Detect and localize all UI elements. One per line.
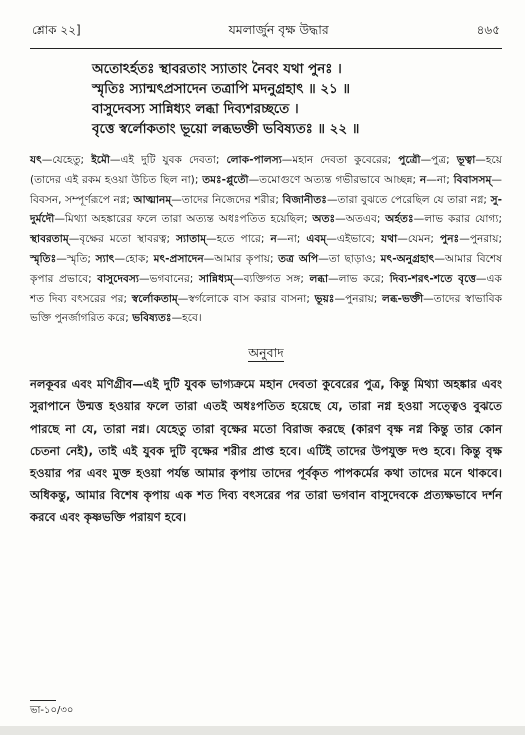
synonym-term: পুত্রৌ <box>398 154 421 166</box>
synonym-meaning: হয়ে (তাদের এই রকম হওয়া উচিত ছিল না); <box>30 154 502 186</box>
synonym-meaning: ব্যক্তিগত সঙ্গ; <box>243 272 304 285</box>
synonym-meaning: এই দুটি যুবক দেবতা; <box>120 154 220 166</box>
synonym-meaning: লাভ করার যোগ্য; <box>424 213 503 226</box>
synonym-meaning: এক শত দিব্য বৎসরের পর; <box>30 272 502 305</box>
synonym-term: ন <box>270 233 277 246</box>
synonym-meaning: ভগবানের; <box>149 272 194 285</box>
synonym-meaning: না; <box>436 173 450 186</box>
synonym-term: এবম্ <box>306 233 327 246</box>
synonym-term: বিজানীতঃ <box>282 193 327 206</box>
synonym-term: স্যাৎ <box>95 252 115 265</box>
synonym-term: বিবাসসম্ <box>453 173 492 186</box>
synonym-meaning: স্মৃতি; <box>66 252 91 265</box>
synonym-meaning: বিবসন, সম্পূর্ণরূপে নগ্ন; <box>30 193 130 206</box>
synonym-term: মৎ-অনুগ্রহাৎ <box>380 252 435 265</box>
synonym-meaning: যেমন; <box>407 233 434 246</box>
synonym-term: যৎ <box>30 154 42 166</box>
verse-line: স্মৃতিঃ স্যান্মৎপ্রসাদেন তত্রাপি মদনুগ্রহাৎ ॥ ২১ ॥ <box>92 81 350 97</box>
synonym-term: দিব্য-শরৎ-শতে বৃত্তে <box>389 272 476 285</box>
word-for-word-synonyms: যৎ—যেহেতু; ইমৌ—এই দুটি যুবক দেবতা; লোক-পালস্য—মহান দেবতা কুবেরের; পুত্রৌ—পুত্র; ভূত্বা—হয়ে (তাদের এই রকম হওয়া উচিত ছিল না); তমঃ-প্লুতৌ—তমোগুণে অত্যন্ত গভীরভাবে আচ্ছন্ন; ন—না; বিবাসসম্—বিবসন, সম্পূর্ণরূপে নগ্ন; আত্মানম্—তাদের নিজেদের শরীর; বিজানীতঃ—তারা বুঝতে পেরেছিল যে তারা নগ্ন; সু-দুর্মদৌ—মিথ্যা অহঙ্কারের ফলে তারা অত্যন্ত অধঃপতিত হয়েছিল; অতঃ—অতএব; অর্হতঃ—লাভ করার যোগ্য; স্থাবরতাম্—বৃক্ষের মতো স্থাবরত্ব; স্যাতাম্—হতে পারে; ন—না; এবম্—এইভাবে; যথা—যেমন; পুনঃ—পুনরায়; স্মৃতিঃ—স্মৃতি; স্যাৎ—হোক; মৎ-প্রসাদেন—আমার কৃপায়; তত্র অপি—তা ছাড়াও; মৎ-অনুগ্রহাৎ—আমার বিশেষ কৃপার প্রভাবে; বাসুদেবস্য—ভগবানের; সান্নিধ্যম্—ব্যক্তিগত সঙ্গ; লব্ধা—লাভ করে; দিব্য-শরৎ-শতে বৃত্তে—এক শত দিব্য বৎসরের পর; স্বর্লোকতাম্—স্বর্গলোকে বাস করার বাসনা; ভূয়ঃ—পুনরায়; লব্ধ-ভক্তী—তাদের স্বাভাবিক ভক্তি পুনর্জাগরিত করে; ভবিষ্যতঃ—হবে। <box>30 154 503 325</box>
verse-line: অতোঽর্হতঃ স্থাবরতাং স্যাতাং নৈবং যথা পুনঃ । <box>92 61 342 77</box>
synonym-term: ভূত্বা <box>456 154 476 166</box>
page-number: ৪৬৫ <box>476 23 500 37</box>
page <box>30 22 502 529</box>
synonym-meaning: মহান দেবতা কুবেরের; <box>292 154 392 166</box>
synonym-term: সান্নিধ্যম্ <box>198 272 233 285</box>
synonym-meaning: স্বর্গলোকে বাস করার বাসনা; <box>188 292 310 305</box>
synonym-meaning: পুনরায়; <box>345 292 378 305</box>
running-header <box>30 22 502 42</box>
synonym-meaning: হবে। <box>182 312 202 325</box>
synonym-term: আত্মানম্ <box>133 193 172 206</box>
page-edge <box>0 726 525 735</box>
synonym-meaning: তমোগুণে অত্যন্ত গভীরভাবে আচ্ছন্ন; <box>259 173 417 186</box>
synonym-meaning: তাদের নিজেদের শরীর; <box>181 193 279 206</box>
synonym-term: স্থাবরতাম্ <box>30 233 69 246</box>
synonym-term: লব্ধ-ভক্তী <box>382 292 424 305</box>
synonym-meaning: পুনরায়; <box>469 233 503 246</box>
synonym-meaning: বৃক্ষের মতো স্থাবরত্ব; <box>79 233 171 246</box>
synonym-meaning: আমার কৃপায়; <box>214 252 274 265</box>
synonym-term: স্মৃতিঃ <box>30 252 57 265</box>
synonym-meaning: আমার বিশেষ কৃপার প্রভাবে; <box>30 252 503 285</box>
page-footer <box>30 700 502 720</box>
synonym-term: ভূয়ঃ <box>314 292 335 305</box>
synonym-meaning: তা ছাড়াও; <box>328 252 377 265</box>
verse-line: বাসুদেবস্য সান্নিধ্যং লব্ধা দিব্যশরচ্ছতে । <box>92 101 299 117</box>
synonym-meaning: এইভাবে; <box>336 233 376 246</box>
synonym-meaning: তারা বুঝতে পেরেছিল যে তারা নগ্ন; <box>337 193 487 206</box>
synonym-meaning: যেহেতু; <box>52 154 85 166</box>
synonym-term: অর্হতঃ <box>385 213 414 226</box>
synonym-meaning: হোক; <box>125 252 149 265</box>
synonym-term: ভবিষ্যতঃ <box>132 312 172 325</box>
synonym-term: সু-দুর্মদৌ <box>30 193 502 226</box>
header-verse-ref: শ্লোক ২২] <box>32 23 81 37</box>
synonym-term: লোক-পালস্য <box>226 154 282 166</box>
translation-heading <box>30 345 502 365</box>
footer-signature: ভা-১০/৩০ <box>30 705 74 716</box>
synonym-term: স্বর্লোকতাম্ <box>131 292 178 305</box>
synonym-meaning: তাদের স্বাভাবিক ভক্তি পুনর্জাগরিত করে; <box>30 292 502 325</box>
synonym-term: ইমৌ <box>91 154 110 166</box>
synonym-term: বাসুদেবস্য <box>97 272 139 285</box>
sanskrit-verse <box>92 59 502 139</box>
footer-rule <box>30 700 56 701</box>
synonym-term: স্যাতাম্ <box>176 233 207 246</box>
synonym-term: অতঃ <box>312 213 336 226</box>
synonym-term: যথা <box>381 233 398 246</box>
header-rule <box>30 48 502 49</box>
synonym-term: পুনঃ <box>440 233 460 246</box>
synonym-meaning: না; <box>287 233 301 246</box>
header-chapter-title: যমলার্জুন বৃক্ষ উদ্ধার <box>228 22 329 37</box>
synonym-meaning: লাভ করে; <box>338 272 385 285</box>
synonym-term: তত্র অপি <box>278 252 319 265</box>
synonym-term: ন <box>419 173 427 186</box>
synonym-term: তমঃ-প্লুতৌ <box>202 173 249 186</box>
synonym-term: লব্ধা <box>309 272 329 285</box>
synonym-meaning: অতএব; <box>345 213 381 226</box>
synonym-term: মৎ-প্রসাদেন <box>153 252 204 265</box>
verse-line: বৃত্তে স্বর্লোকতাং ভূয়ো লব্ধভক্তী ভবিষ্যতঃ ॥ ২২ ॥ <box>92 121 360 137</box>
synonym-meaning: হতে পারে; <box>216 233 265 246</box>
synonym-meaning: পুত্র; <box>431 154 450 166</box>
translation-text: নলকূবর এবং মণিগ্রীব—এই দুটি যুবক ভাগ্যক্রমে মহান দেবতা কুবেরের পুত্র, কিন্তু মিথ্যা অহঙ্কার এবং সুরাপানে উন্মত্ত হওয়ার ফলে তারা এতই অধঃপতিত হয়েছে যে, তারা নগ্ন হওয়া সত্ত্বেও বুঝতে পারছে না যে, তারা নগ্ন। যেহেতু তারা বৃক্ষের মতো বিরাজ করছে (কারণ বৃক্ষ নগ্ন কিন্তু তার কোন চেতনা নেই), তাই এই যুবক দুটি বৃক্ষের শরীর প্রাপ্ত হবে। এটিই তাদের উপযুক্ত দণ্ড হবে। কিন্তু বৃক্ষ হওয়ার পর এবং মুক্ত হওয়া পর্যন্ত আমার কৃপায় তাদের পূর্বকৃত পাপকর্মের কথা তাদের মনে থাকবে। অধিকন্তু, আমার বিশেষ কৃপায় এক শত দিব্য বৎসরের পর তারা ভগবান বাসুদেবকে প্রত্যক্ষভাবে দর্শন করবে এবং কৃষ্ণভক্তি পরায়ণ হবে। <box>30 377 502 525</box>
translation-heading-text: অনুবাদ <box>248 345 284 361</box>
synonym-meaning: মিথ্যা অহঙ্কারের ফলে তারা অত্যন্ত অধঃপতিত হয়েছিল; <box>64 213 308 226</box>
